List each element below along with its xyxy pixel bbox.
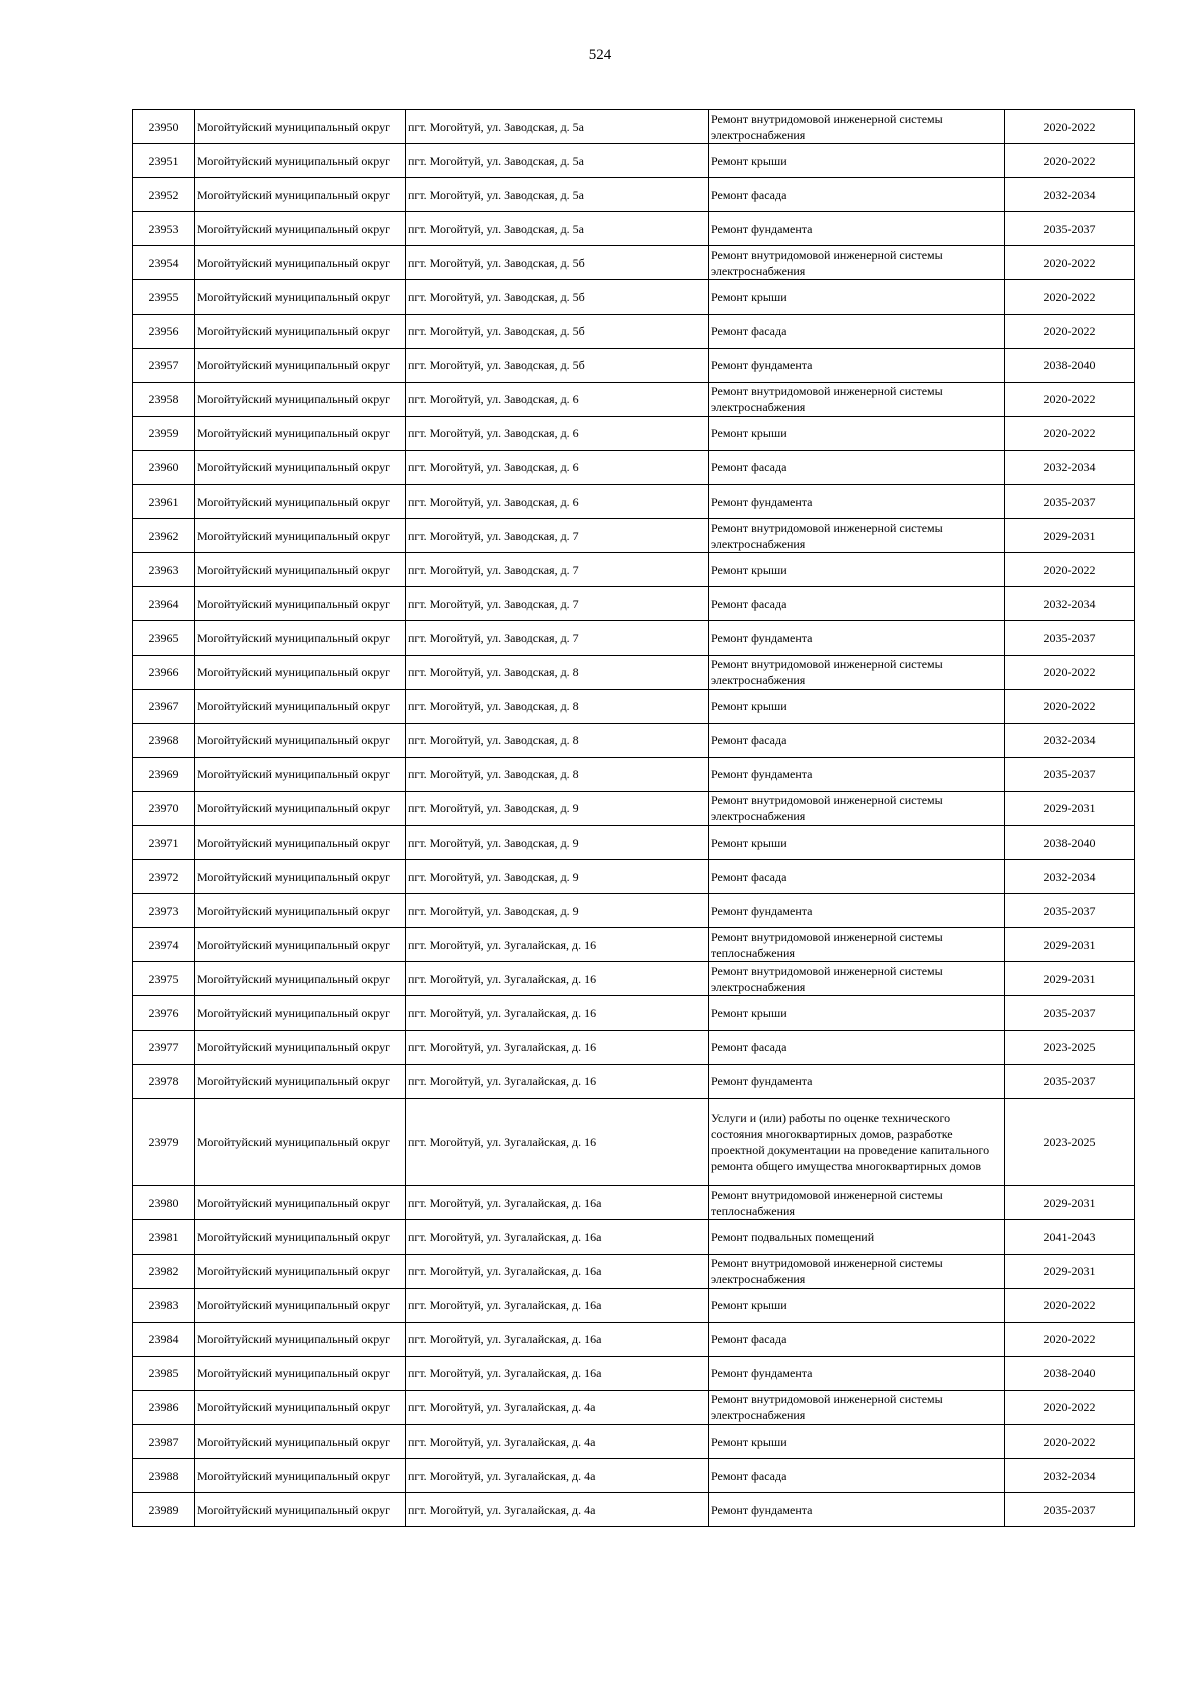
period-cell: 2020-2022 xyxy=(1005,382,1135,416)
row-number-cell: 23970 xyxy=(133,791,195,825)
work-type-cell: Ремонт фасада xyxy=(709,587,1005,621)
table-row xyxy=(133,1220,1135,1254)
table-row xyxy=(133,1254,1135,1288)
table-row xyxy=(133,860,1135,894)
municipality-cell: Могойтуйский муниципальный округ xyxy=(195,1390,406,1424)
table-row xyxy=(133,416,1135,450)
work-type-cell: Ремонт внутридомовой инженерной системы теплоснабжения xyxy=(709,928,1005,962)
period-cell: 2035-2037 xyxy=(1005,212,1135,246)
work-type-cell: Ремонт внутридомовой инженерной системы электроснабжения xyxy=(709,519,1005,553)
period-cell: 2035-2037 xyxy=(1005,1064,1135,1098)
work-type-cell: Ремонт фундамента xyxy=(709,485,1005,519)
table-row xyxy=(133,110,1135,144)
table-row xyxy=(133,1493,1135,1527)
address-cell: пгт. Могойтуй, ул. Заводская, д. 5б xyxy=(406,348,709,382)
work-type-cell: Ремонт фасада xyxy=(709,314,1005,348)
address-cell: пгт. Могойтуй, ул. Зугалайская, д. 16 xyxy=(406,962,709,996)
table-row xyxy=(133,1322,1135,1356)
address-cell: пгт. Могойтуй, ул. Зугалайская, д. 16а xyxy=(406,1288,709,1322)
municipality-cell: Могойтуйский муниципальный округ xyxy=(195,587,406,621)
work-type-cell: Ремонт фасада xyxy=(709,178,1005,212)
work-type-cell: Ремонт крыши xyxy=(709,553,1005,587)
table-row xyxy=(133,1424,1135,1458)
municipality-cell: Могойтуйский муниципальный округ xyxy=(195,1493,406,1527)
address-cell: пгт. Могойтуй, ул. Заводская, д. 8 xyxy=(406,655,709,689)
work-type-cell: Ремонт крыши xyxy=(709,144,1005,178)
work-type-cell: Ремонт внутридомовой инженерной системы электроснабжения xyxy=(709,655,1005,689)
row-number-cell: 23979 xyxy=(133,1098,195,1186)
row-number-cell: 23969 xyxy=(133,757,195,791)
address-cell: пгт. Могойтуй, ул. Заводская, д. 6 xyxy=(406,450,709,484)
period-cell: 2023-2025 xyxy=(1005,1098,1135,1186)
table-row xyxy=(133,1030,1135,1064)
work-type-cell: Ремонт внутридомовой инженерной системы электроснабжения xyxy=(709,382,1005,416)
table-row xyxy=(133,1186,1135,1220)
period-cell: 2029-2031 xyxy=(1005,519,1135,553)
period-cell: 2035-2037 xyxy=(1005,1493,1135,1527)
table-row xyxy=(133,1288,1135,1322)
address-cell: пгт. Могойтуй, ул. Заводская, д. 6 xyxy=(406,485,709,519)
row-number-cell: 23962 xyxy=(133,519,195,553)
period-cell: 2032-2034 xyxy=(1005,587,1135,621)
row-number-cell: 23984 xyxy=(133,1322,195,1356)
table-row xyxy=(133,382,1135,416)
repair-schedule-table xyxy=(132,109,1135,1527)
period-cell: 2035-2037 xyxy=(1005,894,1135,928)
municipality-cell: Могойтуйский муниципальный округ xyxy=(195,416,406,450)
municipality-cell: Могойтуйский муниципальный округ xyxy=(195,1254,406,1288)
work-type-cell: Ремонт фундамента xyxy=(709,1356,1005,1390)
row-number-cell: 23968 xyxy=(133,723,195,757)
address-cell: пгт. Могойтуй, ул. Зугалайская, д. 16а xyxy=(406,1186,709,1220)
municipality-cell: Могойтуйский муниципальный округ xyxy=(195,1459,406,1493)
table-row xyxy=(133,689,1135,723)
period-cell: 2020-2022 xyxy=(1005,110,1135,144)
table-row xyxy=(133,485,1135,519)
table-row xyxy=(133,1459,1135,1493)
row-number-cell: 23959 xyxy=(133,416,195,450)
work-type-cell: Ремонт внутридомовой инженерной системы электроснабжения xyxy=(709,962,1005,996)
address-cell: пгт. Могойтуй, ул. Заводская, д. 9 xyxy=(406,825,709,859)
work-type-cell: Ремонт внутридомовой инженерной системы электроснабжения xyxy=(709,246,1005,280)
table-row xyxy=(133,246,1135,280)
table-row xyxy=(133,348,1135,382)
municipality-cell: Могойтуйский муниципальный округ xyxy=(195,723,406,757)
address-cell: пгт. Могойтуй, ул. Заводская, д. 9 xyxy=(406,894,709,928)
address-cell: пгт. Могойтуй, ул. Заводская, д. 6 xyxy=(406,382,709,416)
municipality-cell: Могойтуйский муниципальный округ xyxy=(195,962,406,996)
period-cell: 2029-2031 xyxy=(1005,791,1135,825)
row-number-cell: 23980 xyxy=(133,1186,195,1220)
work-type-cell: Ремонт фундамента xyxy=(709,621,1005,655)
municipality-cell: Могойтуйский муниципальный округ xyxy=(195,825,406,859)
page-number: 524 xyxy=(588,47,612,63)
work-type-cell: Услуги и (или) работы по оценке технического состояния многоквартирных домов, разработке проектной документации на проведение капитального ремонта общего имущества многоквартирных домов xyxy=(709,1098,1005,1186)
row-number-cell: 23961 xyxy=(133,485,195,519)
period-cell: 2020-2022 xyxy=(1005,553,1135,587)
municipality-cell: Могойтуйский муниципальный округ xyxy=(195,1064,406,1098)
municipality-cell: Могойтуйский муниципальный округ xyxy=(195,212,406,246)
row-number-cell: 23957 xyxy=(133,348,195,382)
table-row xyxy=(133,212,1135,246)
address-cell: пгт. Могойтуй, ул. Зугалайская, д. 4а xyxy=(406,1459,709,1493)
municipality-cell: Могойтуйский муниципальный округ xyxy=(195,894,406,928)
period-cell: 2032-2034 xyxy=(1005,860,1135,894)
table-body xyxy=(133,110,1135,1527)
table-row xyxy=(133,791,1135,825)
municipality-cell: Могойтуйский муниципальный округ xyxy=(195,655,406,689)
address-cell: пгт. Могойтуй, ул. Заводская, д. 5а xyxy=(406,144,709,178)
address-cell: пгт. Могойтуй, ул. Зугалайская, д. 4а xyxy=(406,1390,709,1424)
address-cell: пгт. Могойтуй, ул. Заводская, д. 5б xyxy=(406,314,709,348)
row-number-cell: 23963 xyxy=(133,553,195,587)
work-type-cell: Ремонт фундамента xyxy=(709,348,1005,382)
municipality-cell: Могойтуйский муниципальный округ xyxy=(195,450,406,484)
work-type-cell: Ремонт подвальных помещений xyxy=(709,1220,1005,1254)
address-cell: пгт. Могойтуй, ул. Зугалайская, д. 16 xyxy=(406,996,709,1030)
work-type-cell: Ремонт фасада xyxy=(709,1322,1005,1356)
period-cell: 2020-2022 xyxy=(1005,655,1135,689)
address-cell: пгт. Могойтуй, ул. Заводская, д. 8 xyxy=(406,757,709,791)
period-cell: 2035-2037 xyxy=(1005,485,1135,519)
address-cell: пгт. Могойтуй, ул. Заводская, д. 7 xyxy=(406,553,709,587)
work-type-cell: Ремонт крыши xyxy=(709,1424,1005,1458)
table-row xyxy=(133,519,1135,553)
row-number-cell: 23974 xyxy=(133,928,195,962)
work-type-cell: Ремонт крыши xyxy=(709,825,1005,859)
table-row xyxy=(133,723,1135,757)
municipality-cell: Могойтуйский муниципальный округ xyxy=(195,1186,406,1220)
municipality-cell: Могойтуйский муниципальный округ xyxy=(195,519,406,553)
address-cell: пгт. Могойтуй, ул. Заводская, д. 9 xyxy=(406,860,709,894)
municipality-cell: Могойтуйский муниципальный округ xyxy=(195,485,406,519)
work-type-cell: Ремонт фасада xyxy=(709,860,1005,894)
address-cell: пгт. Могойтуй, ул. Заводская, д. 8 xyxy=(406,689,709,723)
row-number-cell: 23965 xyxy=(133,621,195,655)
row-number-cell: 23982 xyxy=(133,1254,195,1288)
address-cell: пгт. Могойтуй, ул. Зугалайская, д. 16а xyxy=(406,1322,709,1356)
period-cell: 2032-2034 xyxy=(1005,178,1135,212)
work-type-cell: Ремонт крыши xyxy=(709,416,1005,450)
table-row xyxy=(133,553,1135,587)
table-row xyxy=(133,280,1135,314)
municipality-cell: Могойтуйский муниципальный округ xyxy=(195,314,406,348)
address-cell: пгт. Могойтуй, ул. Зугалайская, д. 16а xyxy=(406,1254,709,1288)
row-number-cell: 23955 xyxy=(133,280,195,314)
address-cell: пгт. Могойтуй, ул. Зугалайская, д. 16а xyxy=(406,1356,709,1390)
period-cell: 2029-2031 xyxy=(1005,962,1135,996)
municipality-cell: Могойтуйский муниципальный округ xyxy=(195,1322,406,1356)
table-row xyxy=(133,621,1135,655)
municipality-cell: Могойтуйский муниципальный округ xyxy=(195,1098,406,1186)
period-cell: 2038-2040 xyxy=(1005,348,1135,382)
period-cell: 2035-2037 xyxy=(1005,621,1135,655)
municipality-cell: Могойтуйский муниципальный округ xyxy=(195,860,406,894)
row-number-cell: 23954 xyxy=(133,246,195,280)
row-number-cell: 23987 xyxy=(133,1424,195,1458)
period-cell: 2020-2022 xyxy=(1005,280,1135,314)
table-row xyxy=(133,962,1135,996)
period-cell: 2032-2034 xyxy=(1005,450,1135,484)
work-type-cell: Ремонт фасада xyxy=(709,723,1005,757)
work-type-cell: Ремонт внутридомовой инженерной системы электроснабжения xyxy=(709,1254,1005,1288)
row-number-cell: 23986 xyxy=(133,1390,195,1424)
municipality-cell: Могойтуйский муниципальный округ xyxy=(195,1220,406,1254)
work-type-cell: Ремонт внутридомовой инженерной системы теплоснабжения xyxy=(709,1186,1005,1220)
row-number-cell: 23988 xyxy=(133,1459,195,1493)
municipality-cell: Могойтуйский муниципальный округ xyxy=(195,1288,406,1322)
work-type-cell: Ремонт крыши xyxy=(709,689,1005,723)
table-row xyxy=(133,757,1135,791)
period-cell: 2020-2022 xyxy=(1005,689,1135,723)
address-cell: пгт. Могойтуй, ул. Заводская, д. 7 xyxy=(406,519,709,553)
municipality-cell: Могойтуйский муниципальный округ xyxy=(195,280,406,314)
row-number-cell: 23981 xyxy=(133,1220,195,1254)
work-type-cell: Ремонт крыши xyxy=(709,280,1005,314)
work-type-cell: Ремонт внутридомовой инженерной системы электроснабжения xyxy=(709,791,1005,825)
row-number-cell: 23971 xyxy=(133,825,195,859)
table-row xyxy=(133,450,1135,484)
row-number-cell: 23964 xyxy=(133,587,195,621)
municipality-cell: Могойтуйский муниципальный округ xyxy=(195,689,406,723)
row-number-cell: 23956 xyxy=(133,314,195,348)
municipality-cell: Могойтуйский муниципальный округ xyxy=(195,1356,406,1390)
municipality-cell: Могойтуйский муниципальный округ xyxy=(195,928,406,962)
municipality-cell: Могойтуйский муниципальный округ xyxy=(195,1424,406,1458)
row-number-cell: 23950 xyxy=(133,110,195,144)
work-type-cell: Ремонт фасада xyxy=(709,1030,1005,1064)
address-cell: пгт. Могойтуй, ул. Зугалайская, д. 16 xyxy=(406,1098,709,1186)
address-cell: пгт. Могойтуй, ул. Заводская, д. 8 xyxy=(406,723,709,757)
work-type-cell: Ремонт фундамента xyxy=(709,757,1005,791)
table-row xyxy=(133,587,1135,621)
municipality-cell: Могойтуйский муниципальный округ xyxy=(195,348,406,382)
row-number-cell: 23977 xyxy=(133,1030,195,1064)
period-cell: 2029-2031 xyxy=(1005,1186,1135,1220)
address-cell: пгт. Могойтуй, ул. Заводская, д. 5а xyxy=(406,212,709,246)
table-row xyxy=(133,928,1135,962)
address-cell: пгт. Могойтуй, ул. Заводская, д. 5а xyxy=(406,110,709,144)
table-row xyxy=(133,178,1135,212)
address-cell: пгт. Могойтуй, ул. Заводская, д. 6 xyxy=(406,416,709,450)
row-number-cell: 23975 xyxy=(133,962,195,996)
address-cell: пгт. Могойтуй, ул. Зугалайская, д. 16 xyxy=(406,928,709,962)
municipality-cell: Могойтуйский муниципальный округ xyxy=(195,757,406,791)
address-cell: пгт. Могойтуй, ул. Зугалайская, д. 16а xyxy=(406,1220,709,1254)
table-row xyxy=(133,894,1135,928)
address-cell: пгт. Могойтуй, ул. Заводская, д. 7 xyxy=(406,587,709,621)
address-cell: пгт. Могойтуй, ул. Зугалайская, д. 4а xyxy=(406,1493,709,1527)
municipality-cell: Могойтуйский муниципальный округ xyxy=(195,178,406,212)
municipality-cell: Могойтуйский муниципальный округ xyxy=(195,110,406,144)
work-type-cell: Ремонт внутридомовой инженерной системы электроснабжения xyxy=(709,1390,1005,1424)
table-row xyxy=(133,144,1135,178)
municipality-cell: Могойтуйский муниципальный округ xyxy=(195,996,406,1030)
period-cell: 2020-2022 xyxy=(1005,1390,1135,1424)
work-type-cell: Ремонт фундамента xyxy=(709,212,1005,246)
table-row xyxy=(133,1098,1135,1186)
table-row xyxy=(133,1064,1135,1098)
period-cell: 2020-2022 xyxy=(1005,314,1135,348)
period-cell: 2035-2037 xyxy=(1005,757,1135,791)
municipality-cell: Могойтуйский муниципальный округ xyxy=(195,621,406,655)
period-cell: 2035-2037 xyxy=(1005,996,1135,1030)
work-type-cell: Ремонт крыши xyxy=(709,1288,1005,1322)
address-cell: пгт. Могойтуй, ул. Заводская, д. 9 xyxy=(406,791,709,825)
period-cell: 2038-2040 xyxy=(1005,825,1135,859)
table-row xyxy=(133,825,1135,859)
work-type-cell: Ремонт фундамента xyxy=(709,1493,1005,1527)
table-row xyxy=(133,1390,1135,1424)
municipality-cell: Могойтуйский муниципальный округ xyxy=(195,791,406,825)
municipality-cell: Могойтуйский муниципальный округ xyxy=(195,553,406,587)
municipality-cell: Могойтуйский муниципальный округ xyxy=(195,382,406,416)
work-type-cell: Ремонт фасада xyxy=(709,450,1005,484)
work-type-cell: Ремонт крыши xyxy=(709,996,1005,1030)
period-cell: 2032-2034 xyxy=(1005,1459,1135,1493)
row-number-cell: 23960 xyxy=(133,450,195,484)
period-cell: 2038-2040 xyxy=(1005,1356,1135,1390)
work-type-cell: Ремонт внутридомовой инженерной системы электроснабжения xyxy=(709,110,1005,144)
address-cell: пгт. Могойтуй, ул. Зугалайская, д. 16 xyxy=(406,1030,709,1064)
address-cell: пгт. Могойтуй, ул. Заводская, д. 5б xyxy=(406,246,709,280)
address-cell: пгт. Могойтуй, ул. Зугалайская, д. 16 xyxy=(406,1064,709,1098)
address-cell: пгт. Могойтуй, ул. Зугалайская, д. 4а xyxy=(406,1424,709,1458)
row-number-cell: 23976 xyxy=(133,996,195,1030)
work-type-cell: Ремонт фасада xyxy=(709,1459,1005,1493)
row-number-cell: 23951 xyxy=(133,144,195,178)
work-type-cell: Ремонт фундамента xyxy=(709,1064,1005,1098)
period-cell: 2020-2022 xyxy=(1005,416,1135,450)
period-cell: 2020-2022 xyxy=(1005,144,1135,178)
municipality-cell: Могойтуйский муниципальный округ xyxy=(195,1030,406,1064)
row-number-cell: 23983 xyxy=(133,1288,195,1322)
period-cell: 2020-2022 xyxy=(1005,1424,1135,1458)
row-number-cell: 23973 xyxy=(133,894,195,928)
row-number-cell: 23952 xyxy=(133,178,195,212)
row-number-cell: 23953 xyxy=(133,212,195,246)
period-cell: 2020-2022 xyxy=(1005,1322,1135,1356)
municipality-cell: Могойтуйский муниципальный округ xyxy=(195,144,406,178)
work-type-cell: Ремонт фундамента xyxy=(709,894,1005,928)
table-row xyxy=(133,996,1135,1030)
address-cell: пгт. Могойтуй, ул. Заводская, д. 7 xyxy=(406,621,709,655)
period-cell: 2041-2043 xyxy=(1005,1220,1135,1254)
table-row xyxy=(133,1356,1135,1390)
row-number-cell: 23989 xyxy=(133,1493,195,1527)
row-number-cell: 23978 xyxy=(133,1064,195,1098)
period-cell: 2029-2031 xyxy=(1005,1254,1135,1288)
table-row xyxy=(133,655,1135,689)
period-cell: 2023-2025 xyxy=(1005,1030,1135,1064)
period-cell: 2020-2022 xyxy=(1005,246,1135,280)
row-number-cell: 23958 xyxy=(133,382,195,416)
row-number-cell: 23967 xyxy=(133,689,195,723)
address-cell: пгт. Могойтуй, ул. Заводская, д. 5а xyxy=(406,178,709,212)
row-number-cell: 23985 xyxy=(133,1356,195,1390)
row-number-cell: 23972 xyxy=(133,860,195,894)
table-row xyxy=(133,314,1135,348)
period-cell: 2020-2022 xyxy=(1005,1288,1135,1322)
period-cell: 2029-2031 xyxy=(1005,928,1135,962)
municipality-cell: Могойтуйский муниципальный округ xyxy=(195,246,406,280)
address-cell: пгт. Могойтуй, ул. Заводская, д. 5б xyxy=(406,280,709,314)
row-number-cell: 23966 xyxy=(133,655,195,689)
period-cell: 2032-2034 xyxy=(1005,723,1135,757)
